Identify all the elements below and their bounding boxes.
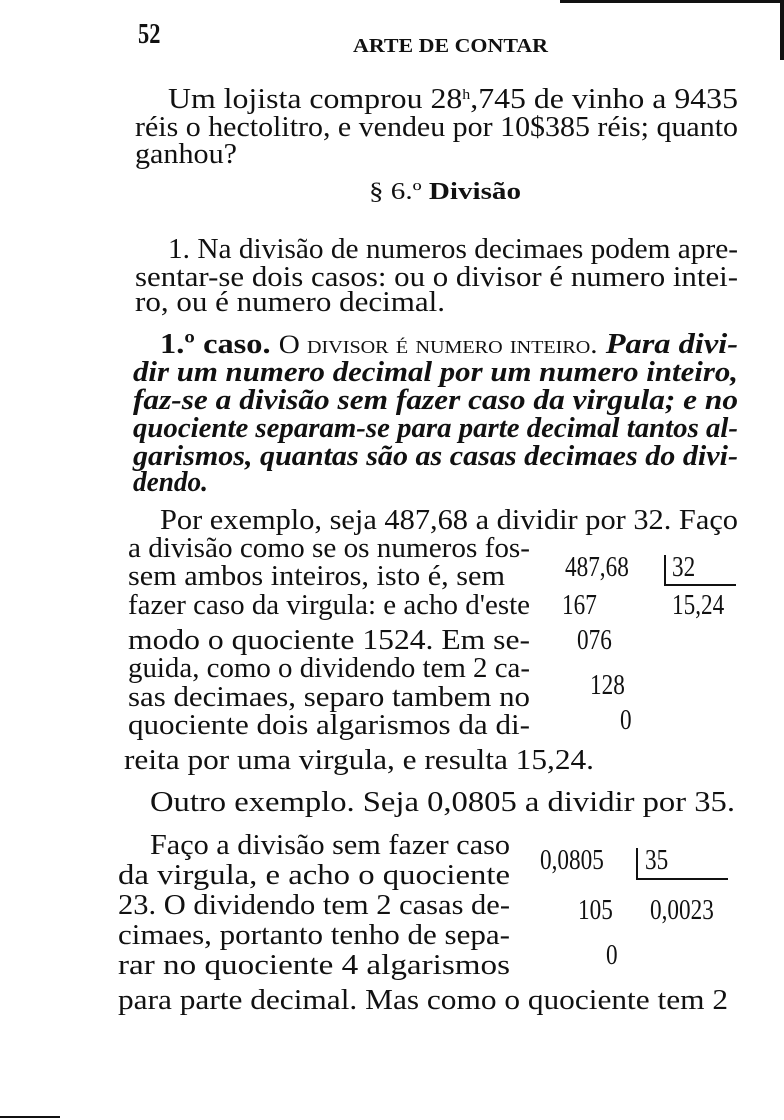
- example-line: guida, como o dividendo tem 2 ca-: [128, 652, 530, 684]
- partial-remainder: 105: [578, 894, 613, 926]
- divisor: 35: [645, 844, 669, 876]
- rule-line: faz-se a divisão sem fazer caso da virgula; e no: [133, 384, 738, 416]
- example-line: rar no quociente 4 algarismos: [118, 949, 510, 981]
- example-line: para parte decimal. Mas como o quociente tem 2: [118, 984, 728, 1016]
- dividend: 0,0805: [540, 844, 604, 876]
- rule-line: dir um numero decimal por um numero inteiro,: [133, 356, 738, 388]
- example-line: da virgula, e acho o quociente: [118, 859, 510, 891]
- scan-edge-bottom: [0, 1116, 60, 1118]
- rule-line: dendo.: [133, 466, 208, 498]
- paragraph-line: 1. Na divisão de numeros decimaes podem apre-: [168, 233, 738, 265]
- example-line: modo o quociente 1524. Em se-: [128, 624, 530, 656]
- divisor: 32: [672, 551, 696, 583]
- example-line: reita por uma virgula, e resulta 15,24.: [124, 744, 594, 776]
- partial-remainder: 128: [590, 669, 625, 701]
- example-line: sas decimaes, separo tambem no: [128, 681, 530, 713]
- example-line: a divisão como se os numeros fos-: [128, 532, 530, 564]
- example-line: quociente dois algarismos da di-: [128, 709, 530, 741]
- example-line: fazer caso da virgula: e acho d'este: [128, 589, 530, 621]
- scan-edge-top-right: [560, 0, 784, 3]
- section-heading: § 6.º Divisão: [369, 179, 521, 205]
- running-title: ARTE DE CONTAR: [353, 35, 548, 57]
- rule-line: quociente separam-se para parte decimal tantos al-: [133, 412, 738, 444]
- dividend: 487,68: [565, 551, 629, 583]
- divisor-underline: [664, 584, 736, 586]
- quotient: 0,0023: [650, 894, 714, 926]
- paragraph-line: ro, ou é numero decimal.: [135, 286, 445, 318]
- partial-remainder: 076: [577, 624, 612, 656]
- problem-line: Um lojista comprou 28$^h$,745 de vinho a 9435: [168, 83, 738, 115]
- division-bar: [636, 848, 638, 878]
- case-heading-line: 1.º caso. O divisor é numero inteiro. Para divi-: [160, 328, 738, 360]
- example-line: Faço a divisão sem fazer caso: [150, 829, 510, 861]
- rule-line: garismos, quantas são as casas decimaes do divi-: [133, 440, 738, 472]
- example-line: Por exemplo, seja 487,68 a dividir por 32. Faço: [160, 504, 738, 536]
- example-line: 23. O dividendo tem 2 casas de-: [118, 889, 511, 921]
- example-line: sem ambos inteiros, isto é, sem: [128, 560, 505, 592]
- remainder: 0: [620, 704, 632, 736]
- quotient: 15,24: [672, 589, 725, 621]
- example-line: cimaes, portanto tenho de sepa-: [118, 919, 511, 951]
- problem-line: réis o hectolitro, e vendeu por 10$385 réis; quanto: [135, 111, 739, 143]
- divisor-underline: [636, 878, 728, 880]
- page-number: 52: [138, 19, 161, 50]
- division-bar: [664, 555, 666, 585]
- partial-remainder: 167: [562, 589, 597, 621]
- paragraph-line: sentar-se dois casos: ou o divisor é numero intei-: [135, 261, 738, 293]
- problem-line: ganhou?: [135, 138, 237, 170]
- scan-edge-right: [780, 0, 784, 60]
- example-line: Outro exemplo. Seja 0,0805 a dividir por 35.: [150, 786, 735, 818]
- remainder: 0: [606, 939, 618, 971]
